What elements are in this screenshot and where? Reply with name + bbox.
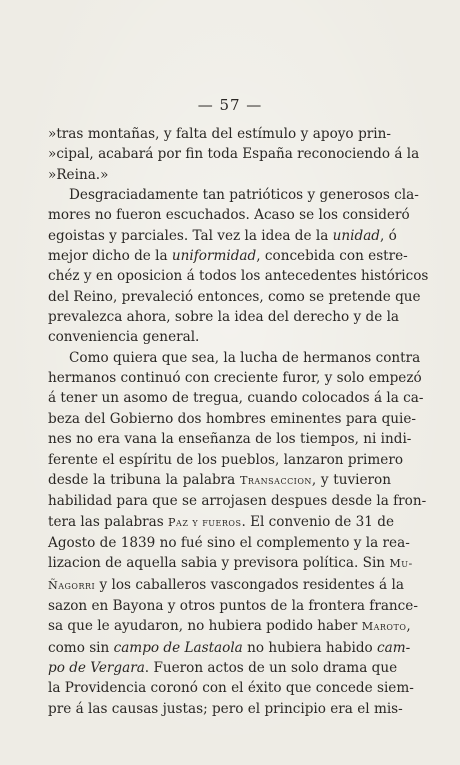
text-line: prevalezca ahora, sobre la idea del derecho y de la: [48, 309, 400, 326]
text-line: del Reino, prevaleció entonces, como se pretende que: [48, 288, 421, 305]
text-line: »Reina.»: [48, 166, 109, 183]
text-line: como sin campo de Lastaola no hubiera habido cam-: [48, 639, 411, 656]
text-line: lizacion de aquella sabia y previsora política. Sin Mu-: [48, 555, 413, 572]
text-line: mejor dicho de la uniformidad, concebida con estre-: [48, 248, 408, 265]
text-line: á tener un asomo de tregua, cuando colocados á la ca-: [48, 390, 424, 407]
text-line: beza del Gobierno dos hombres eminentes para quie-: [48, 410, 417, 427]
text-line: sazon en Bayona y otros puntos de la frontera france-: [48, 597, 418, 614]
text-line: mores no fueron escuchados. Acaso se los consideró: [48, 207, 410, 224]
text-line: Como quiera que sea, la lucha de hermanos contra: [69, 349, 421, 366]
text-line: chéz y en oposicion á todos los antecedentes históricos: [48, 268, 429, 285]
text-line: desde la tribuna la palabra Transaccion, y tuvieron: [48, 471, 391, 488]
text-line: ferente el espíritu de los pueblos, lanzaron primero: [48, 451, 404, 468]
text-line: »cipal, acabará por fin toda España reconociendo á la: [48, 146, 420, 163]
text-line: habilidad para que se arrojasen despues desde la fron-: [48, 493, 427, 510]
text-line: sa que le ayudaron, no hubiera podido haber Maroto,: [48, 618, 411, 635]
text-line: Ñagorri y los caballeros vascongados residentes á la: [48, 576, 404, 593]
page-number: — 57 —: [197, 96, 263, 114]
text-line: egoistas y parciales. Tal vez la idea de la unidad, ó: [48, 227, 397, 244]
paragraph-como-quiera: [48, 348, 427, 719]
text-line: »tras montañas, y falta del estímulo y apoyo prin-: [48, 126, 391, 142]
text-line: Desgraciadamente tan patrióticos y generosos cla-: [69, 187, 419, 204]
body-text: [48, 124, 429, 719]
paragraph-quote-end: [48, 124, 420, 185]
text-line: la Providencia coronó con el éxito que concede siem-: [48, 680, 414, 697]
text-line: conveniencia general.: [48, 329, 200, 346]
text-line: hermanos continuó con creciente furor, y solo empezó: [48, 370, 422, 387]
text-line: po de Vergara. Fueron actos de un solo drama que: [48, 659, 398, 676]
paragraph-desgraciadamente: [48, 185, 429, 348]
text-line: pre á las causas justas; pero el principio era el mis-: [48, 700, 403, 717]
text-line: tera las palabras Paz y fueros. El convenio de 31 de: [48, 513, 395, 530]
text-line: nes no era vana la enseñanza de los tiempos, ni indi-: [48, 431, 412, 448]
text-line: Agosto de 1839 no fué sino el complemento y la rea-: [48, 534, 410, 551]
